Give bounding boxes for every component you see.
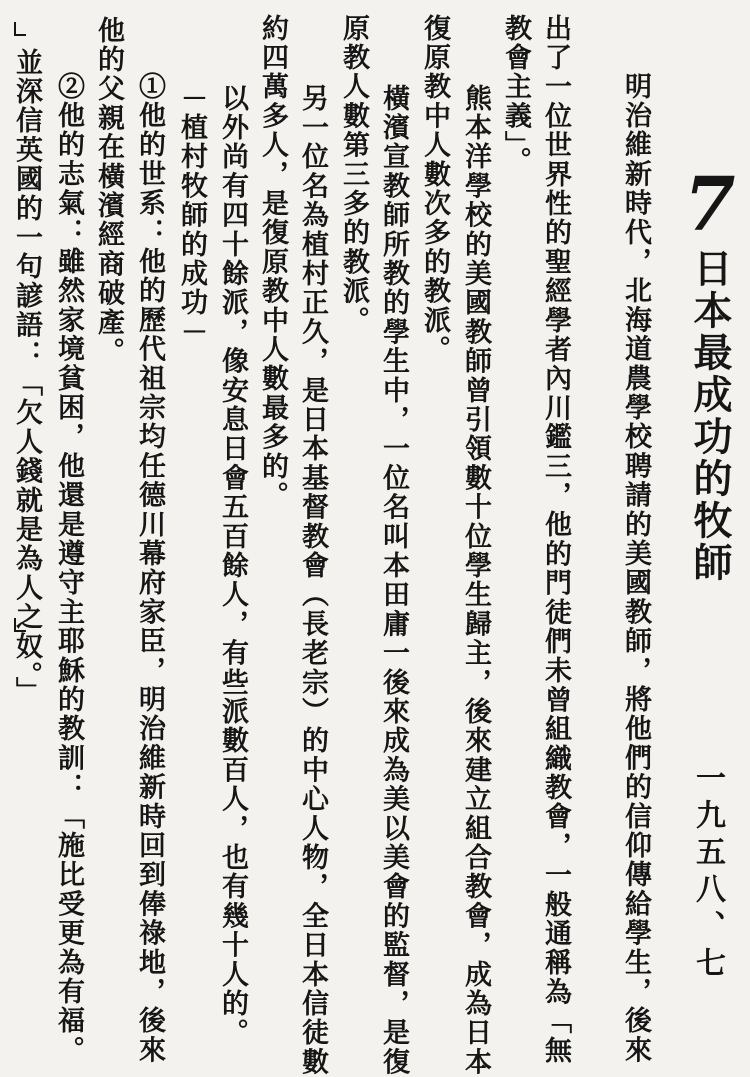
- text-column-5: 復原教中人數次多的教派。: [419, 14, 450, 365]
- text-column-9: 約四萬多人，是復原教中人數最多的。: [257, 14, 288, 511]
- text-column-8: 另一位名為植村正久，是日本基督教會（長老宗）的中心人物，全日本信徒數: [297, 84, 328, 1077]
- text-column-14: ②他的志氣：雖然家境貧困，他還是遵守主耶穌的教訓：「施比受更為有福。: [53, 72, 84, 1065]
- text-column-2: 出了一位世界性的聖經學者內川鑑三，他的門徒們未曾組織教會，一般通稱為「無: [540, 14, 571, 1066]
- bracket-mark: [14, 22, 26, 36]
- text-column-10: 以外尚有四十餘派，像安息日會五百餘人，有些派數百人，也有幾十人的。: [217, 84, 248, 1048]
- text-column-13: 他的父親在橫濱經商破產。: [93, 16, 124, 367]
- text-column-15: 並深信英國的一句諺語：「欠人錢就是為人之奴。」: [11, 48, 42, 707]
- text-column-3: 教會主義」。: [500, 14, 531, 176]
- chapter-number: 7: [684, 162, 736, 248]
- text-column-7: 原教人數第三多的教派。: [338, 14, 369, 336]
- section-subtitle: －植村牧師的成功－: [176, 84, 207, 347]
- text-column-12: ①他的世系：他的歷代祖宗均任德川幕府家臣，明治維新時回到俸祿地，後來: [134, 72, 165, 1065]
- text-column-4: 熊本洋學校的美國教師曾引領數十位學生歸主，後來建立組合教會，成為日本: [460, 84, 491, 1077]
- chapter-date: 一九五八、七: [690, 762, 725, 984]
- text-column-6: 橫濱宣教師所教的學生中，一位名叫本田庸一後來成為美以美會的監督，是復: [378, 84, 409, 1077]
- text-column-1: 明治維新時代，北海道農學校聘請的美國教師，將他們的信仰傳給學生，後來: [620, 72, 651, 1065]
- bracket-mark: [14, 618, 26, 632]
- chapter-title: 日本最成功的牧師: [687, 248, 732, 584]
